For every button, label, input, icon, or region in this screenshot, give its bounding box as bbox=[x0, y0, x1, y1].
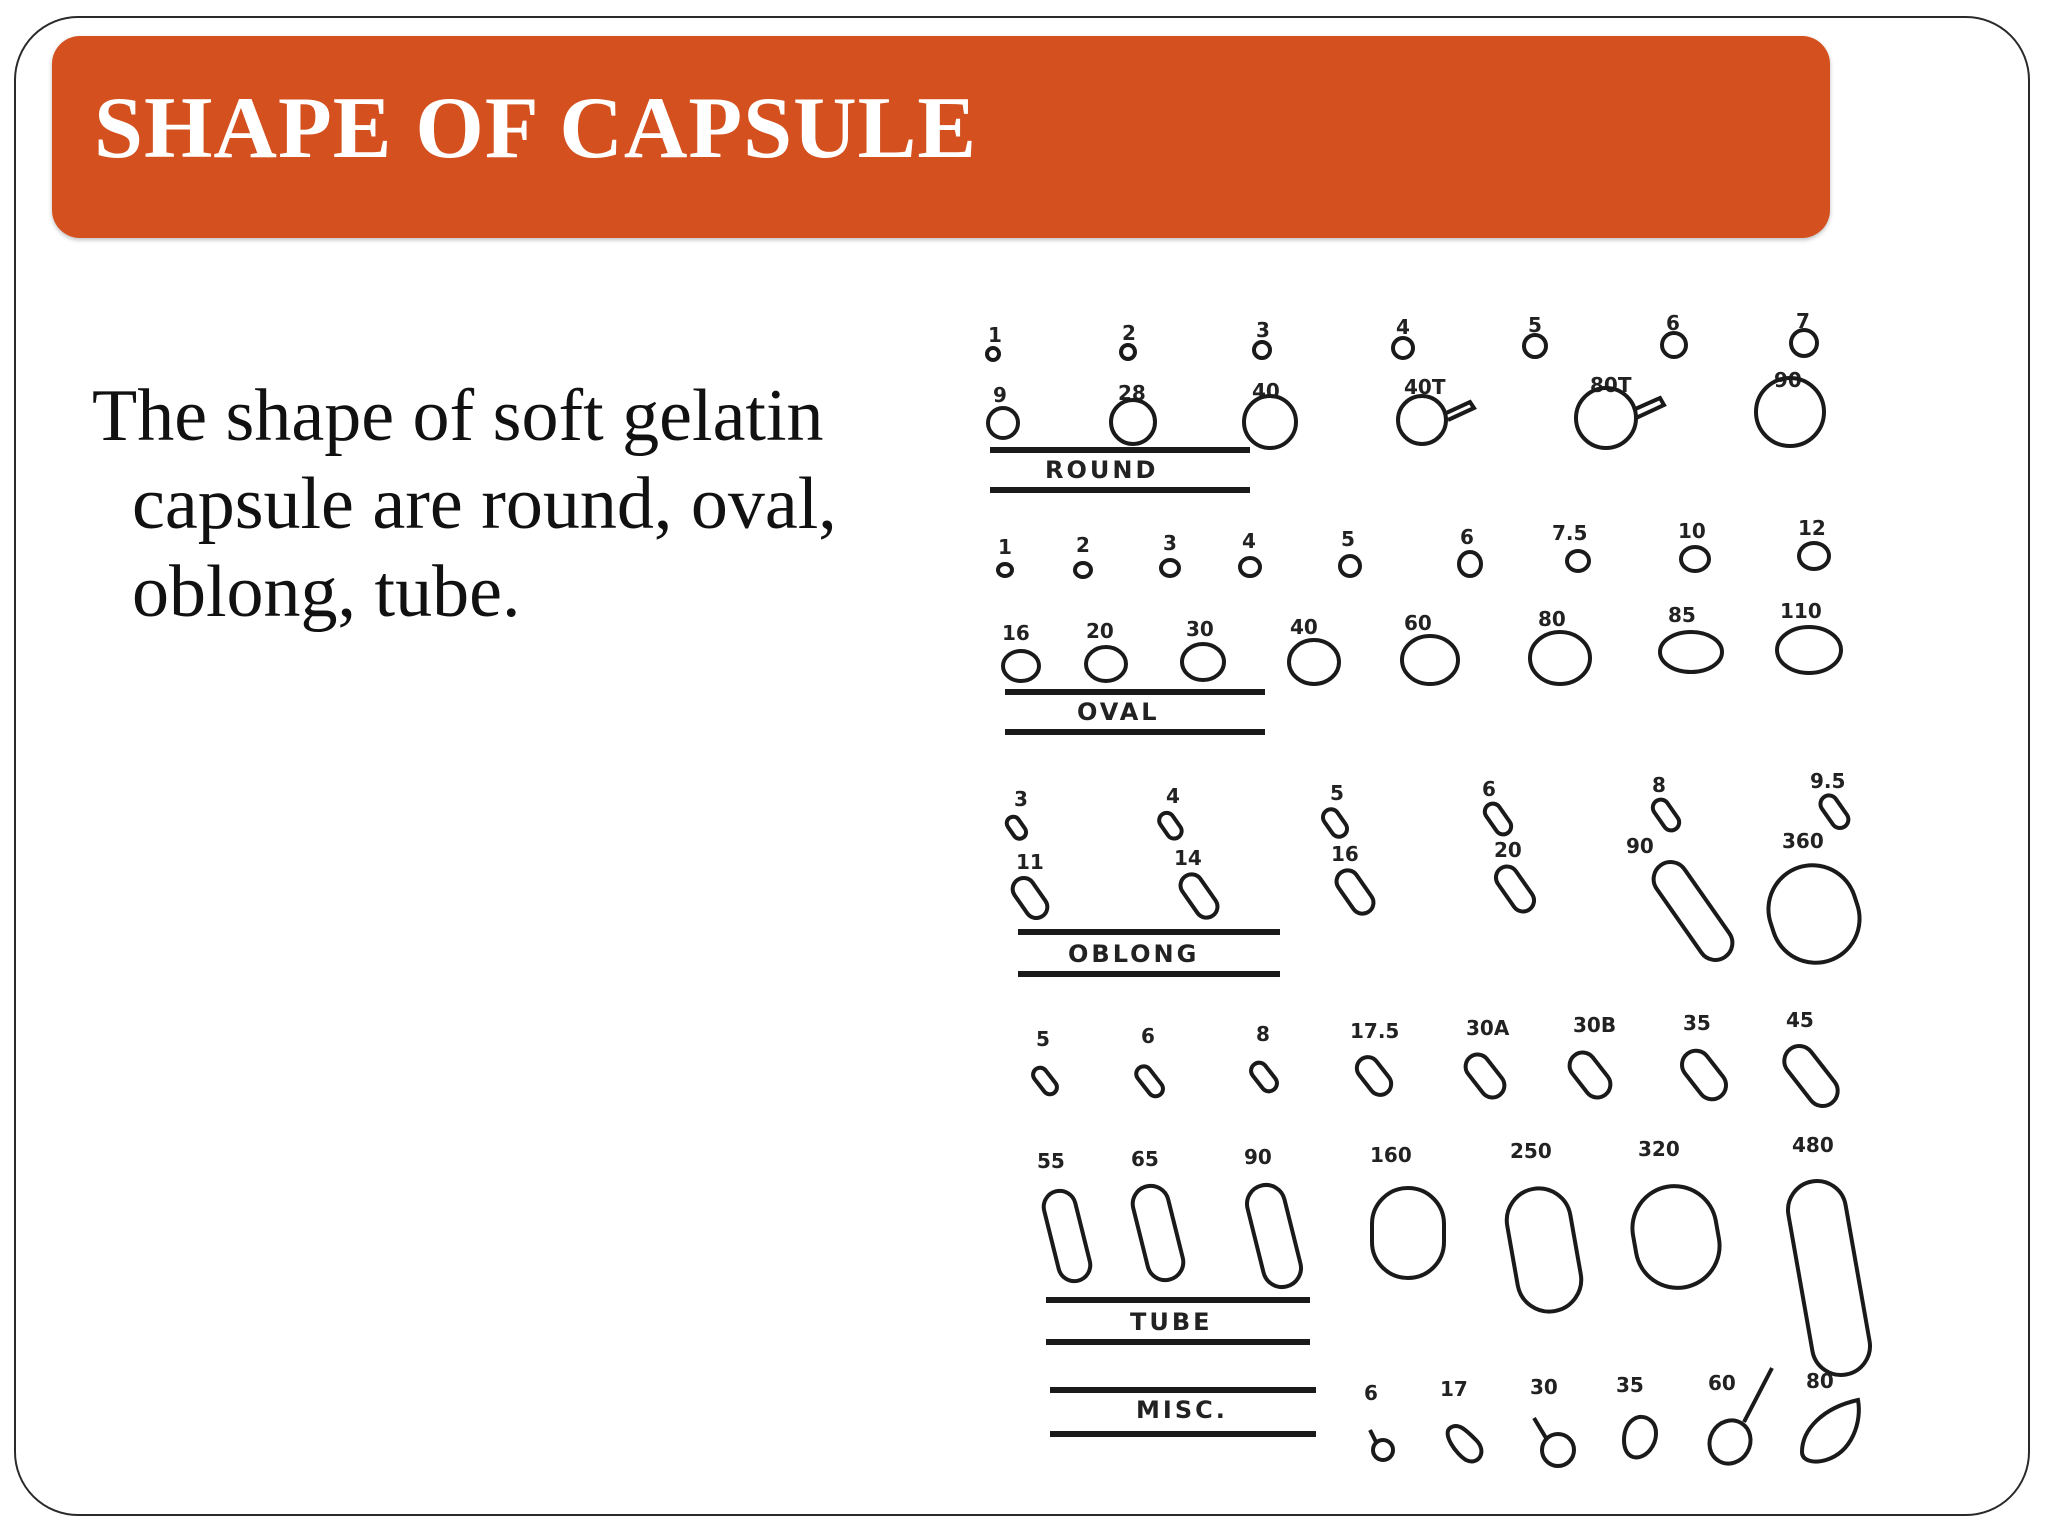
oblong-capsule-icon bbox=[1320, 806, 1350, 840]
tube-size-label: 480 bbox=[1792, 1133, 1834, 1157]
tube-size-label: 90 bbox=[1244, 1145, 1272, 1169]
tube-capsule-icon bbox=[1626, 1179, 1726, 1294]
round-capsule-icon bbox=[1393, 338, 1413, 358]
oblong-size-label: 20 bbox=[1494, 838, 1522, 862]
oblong-size-label: 9.5 bbox=[1810, 769, 1846, 793]
tube-size-label: 30B bbox=[1573, 1013, 1617, 1037]
tube-capsule-icon bbox=[1133, 1063, 1166, 1099]
tube-capsule-icon bbox=[1676, 1045, 1731, 1105]
oblong-size-label: 5 bbox=[1330, 781, 1344, 805]
oval-section-label: OVAL bbox=[1077, 698, 1160, 726]
oval-capsule-icon bbox=[1402, 636, 1458, 684]
oblong-capsule-icon bbox=[1332, 866, 1378, 918]
tube-size-label: 65 bbox=[1131, 1147, 1159, 1171]
round-size-label: 2 bbox=[1122, 321, 1136, 345]
oval-size-label: 5 bbox=[1341, 527, 1355, 551]
oval-size-label: 10 bbox=[1678, 519, 1706, 543]
tube-size-label: 55 bbox=[1037, 1149, 1065, 1173]
round-t-capsule-icon bbox=[1576, 388, 1636, 448]
oval-capsule-icon bbox=[1681, 547, 1709, 571]
misc-capsule-icon bbox=[1744, 1368, 1772, 1422]
tube-row1 bbox=[1030, 1008, 1844, 1112]
oblong-capsule-icon bbox=[1482, 800, 1515, 837]
round-capsule-icon bbox=[1121, 345, 1135, 359]
tube-capsule-icon bbox=[1502, 1183, 1587, 1316]
misc-capsule-icon bbox=[1534, 1418, 1546, 1438]
oval-capsule-icon bbox=[1340, 556, 1360, 576]
round-capsule-icon bbox=[987, 348, 999, 360]
round-capsule-icon bbox=[1791, 330, 1817, 356]
oval-row2 bbox=[1002, 599, 1841, 684]
oblong-size-label: 360 bbox=[1782, 829, 1824, 853]
misc-size-label: 60 bbox=[1708, 1371, 1736, 1395]
oblong-size-label: 8 bbox=[1652, 773, 1666, 797]
round-row2 bbox=[988, 368, 1824, 448]
oblong-capsule-icon bbox=[1647, 855, 1739, 966]
oval-capsule-icon bbox=[1777, 627, 1841, 673]
misc-size-label: 6 bbox=[1364, 1381, 1378, 1405]
round-capsule-icon bbox=[1244, 396, 1296, 448]
oblong-capsule-icon bbox=[1008, 874, 1051, 923]
misc-capsule-icon bbox=[1370, 1430, 1376, 1442]
oblong-capsule-icon bbox=[1176, 870, 1222, 922]
oval-size-label: 20 bbox=[1086, 619, 1114, 643]
oval-capsule-icon bbox=[1799, 543, 1829, 569]
oblong-capsule-icon bbox=[1004, 814, 1028, 841]
misc-capsule-icon bbox=[1702, 1413, 1759, 1471]
oval-capsule-icon bbox=[1660, 632, 1722, 672]
tube-capsule-icon bbox=[1248, 1059, 1280, 1094]
tube-size-label: 6 bbox=[1141, 1024, 1155, 1048]
tube-capsule-icon bbox=[1783, 1176, 1874, 1379]
round-capsule-icon bbox=[1111, 400, 1155, 444]
oblong-capsule-icon bbox=[1156, 810, 1184, 842]
round-size-label: 90 bbox=[1774, 368, 1802, 392]
tube-size-label: 250 bbox=[1510, 1139, 1552, 1163]
misc-size-label: 30 bbox=[1530, 1375, 1558, 1399]
title-bar bbox=[52, 36, 1830, 238]
misc-capsule-icon bbox=[1624, 1417, 1656, 1457]
oval-size-label: 40 bbox=[1290, 615, 1318, 639]
oval-capsule-icon bbox=[1075, 563, 1091, 577]
oval-size-label: 60 bbox=[1404, 611, 1432, 635]
oval-capsule-icon bbox=[1530, 632, 1590, 684]
tube-size-label: 17.5 bbox=[1350, 1019, 1400, 1043]
oblong-size-label: 4 bbox=[1166, 784, 1180, 808]
oblong-size-label: 3 bbox=[1014, 787, 1028, 811]
oblong-size-label: 14 bbox=[1174, 846, 1202, 870]
round-size-label: 80T bbox=[1590, 373, 1632, 397]
round-capsule-icon bbox=[1254, 342, 1270, 358]
oblong-capsule-icon bbox=[1650, 796, 1683, 833]
misc-capsule-icon bbox=[1373, 1440, 1393, 1460]
misc-capsule-icon bbox=[1448, 1426, 1482, 1462]
oval-capsule-icon bbox=[1161, 560, 1179, 576]
misc-capsule-icon bbox=[1542, 1434, 1574, 1466]
oblong-size-label: 16 bbox=[1331, 842, 1359, 866]
oval-capsule-icon bbox=[1086, 647, 1126, 681]
tube-size-label: 8 bbox=[1256, 1022, 1270, 1046]
oblong-capsule-icon bbox=[1817, 792, 1852, 831]
round-size-label: 9 bbox=[993, 383, 1007, 407]
round-section-label: ROUND bbox=[1045, 456, 1159, 484]
tube-size-label: 30A bbox=[1466, 1016, 1510, 1040]
tube-capsule-icon bbox=[1030, 1065, 1060, 1097]
tube-size-label: 45 bbox=[1786, 1008, 1814, 1032]
misc-capsule-icon bbox=[1802, 1400, 1859, 1462]
tube-capsule-icon bbox=[1372, 1188, 1444, 1278]
round-capsule-icon bbox=[1524, 335, 1546, 357]
tube-capsule-icon bbox=[1461, 1050, 1509, 1103]
oblong-row1 bbox=[1004, 769, 1851, 841]
oval-size-label: 85 bbox=[1668, 603, 1696, 627]
tube-capsule-icon bbox=[1778, 1040, 1844, 1112]
tube-size-label: 160 bbox=[1370, 1143, 1412, 1167]
oval-size-label: 7.5 bbox=[1552, 521, 1588, 545]
round-capsule-icon bbox=[1662, 333, 1686, 357]
oval-capsule-icon bbox=[1003, 651, 1039, 681]
tube-capsule-icon bbox=[1352, 1053, 1395, 1100]
misc-size-label: 35 bbox=[1616, 1373, 1644, 1397]
oval-size-label: 16 bbox=[1002, 621, 1030, 645]
oval-size-label: 110 bbox=[1780, 599, 1822, 623]
tube-size-label: 320 bbox=[1638, 1137, 1680, 1161]
misc-row1 bbox=[1364, 1368, 1859, 1471]
oblong-size-label: 11 bbox=[1016, 850, 1044, 874]
oval-size-label: 6 bbox=[1460, 525, 1474, 549]
oval-size-label: 80 bbox=[1538, 607, 1566, 631]
capsule-tab-icon bbox=[1444, 402, 1474, 420]
capsule-shapes-diagram bbox=[960, 290, 1960, 1490]
oval-capsule-icon bbox=[1182, 644, 1224, 680]
oval-capsule-icon bbox=[1240, 558, 1260, 576]
tube-capsule-icon bbox=[1129, 1182, 1187, 1284]
round-size-label: 40T bbox=[1404, 375, 1446, 399]
oval-size-label: 3 bbox=[1163, 531, 1177, 555]
round-size-label: 5 bbox=[1528, 313, 1542, 337]
oval-size-label: 12 bbox=[1798, 516, 1826, 540]
oblong-size-label: 6 bbox=[1482, 777, 1496, 801]
oval-capsule-icon bbox=[1289, 640, 1339, 684]
round-row1 bbox=[987, 309, 1817, 360]
tube-capsule-icon bbox=[1564, 1047, 1615, 1102]
oblong-size-label: 90 bbox=[1626, 834, 1654, 858]
oval-size-label: 30 bbox=[1186, 617, 1214, 641]
round-size-label: 3 bbox=[1256, 318, 1270, 342]
round-size-label: 28 bbox=[1118, 381, 1146, 405]
oblong-section-label: OBLONG bbox=[1068, 940, 1200, 968]
oval-capsule-icon bbox=[1459, 552, 1481, 576]
oval-size-label: 2 bbox=[1076, 533, 1090, 557]
oval-size-label: 1 bbox=[998, 535, 1012, 559]
misc-size-label: 80 bbox=[1806, 1369, 1834, 1393]
body-text: The shape of soft gelatin capsule are round, oval, oblong, tube. bbox=[92, 375, 837, 633]
slide-title: SHAPE OF CAPSULE bbox=[94, 80, 978, 177]
oblong-capsule-icon bbox=[1492, 862, 1539, 916]
tube-size-label: 35 bbox=[1683, 1011, 1711, 1035]
tube-size-label: 5 bbox=[1036, 1027, 1050, 1051]
round-capsule-icon bbox=[988, 408, 1018, 438]
misc-size-label: 17 bbox=[1440, 1377, 1468, 1401]
round-size-label: 1 bbox=[988, 323, 1002, 347]
oval-capsule-icon bbox=[1567, 551, 1589, 571]
tube-capsule-icon bbox=[1243, 1181, 1305, 1291]
round-size-label: 7 bbox=[1796, 309, 1810, 333]
tube-capsule-icon bbox=[1040, 1187, 1093, 1284]
round-size-label: 40 bbox=[1252, 379, 1280, 403]
oval-size-label: 4 bbox=[1242, 529, 1256, 553]
misc-section-label: MISC. bbox=[1136, 1396, 1228, 1424]
tube-section-label: TUBE bbox=[1130, 1308, 1213, 1336]
oval-capsule-icon bbox=[998, 564, 1012, 576]
oblong-capsule-icon bbox=[1757, 854, 1871, 974]
round-size-label: 4 bbox=[1396, 315, 1410, 339]
round-size-label: 6 bbox=[1666, 311, 1680, 335]
oval-row1 bbox=[998, 516, 1829, 577]
round-t-capsule-icon bbox=[1398, 396, 1446, 444]
